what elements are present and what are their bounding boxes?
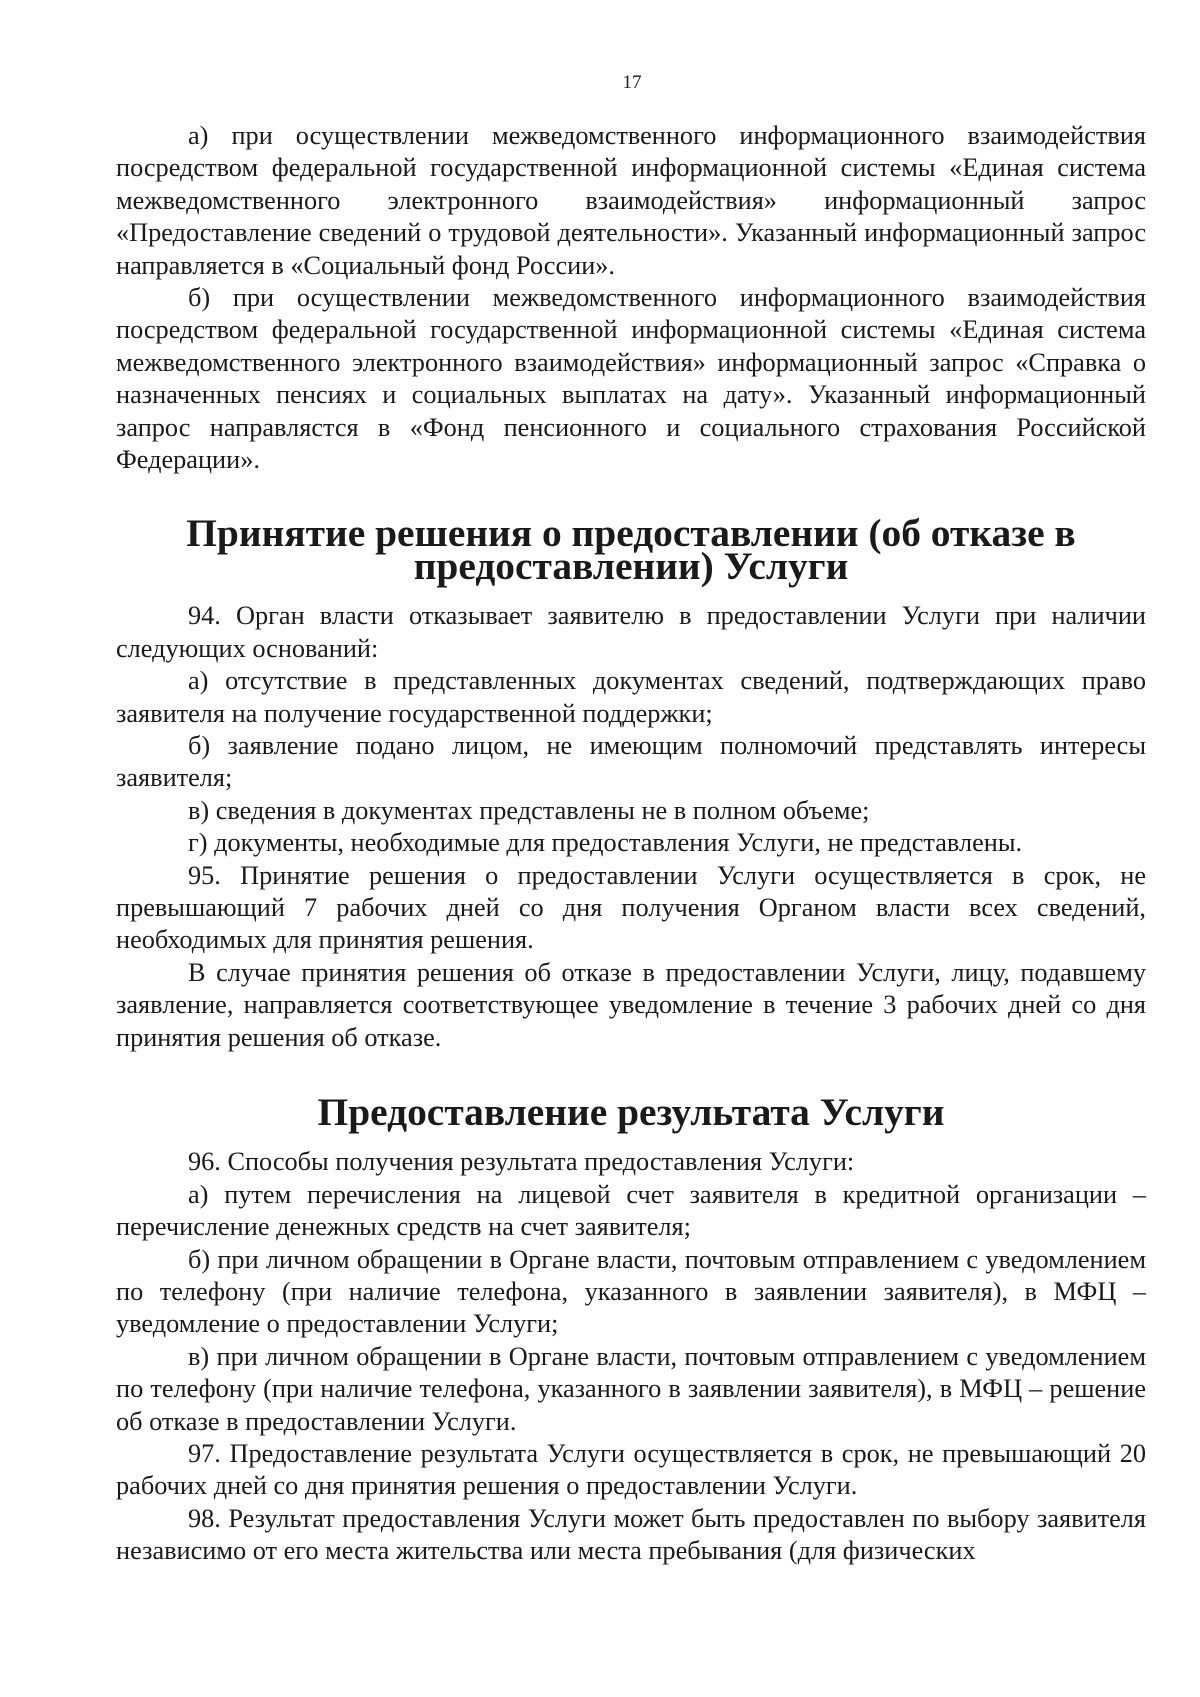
paragraph-95-refusal: В случае принятия решения об отказе в предоставлении Услуги, лицу, подавшему заявление, направляется соответствующее уведомление в течение 3 рабочих дней со дня принятия решения об отказе.: [116, 957, 1146, 1052]
paragraph-97: 97. Предоставление результата Услуги осуществляется в срок, не превышающий 20 рабочих дней со дня принятия решения о предоставлении Услуги.: [116, 1439, 1146, 1501]
paragraph-95: 95. Принятие решения о предоставлении Услуги осуществляется в срок, не превышающий 7 рабочих дней со дня получения Органом власти всех сведений, необходимых для принятия решения.: [116, 860, 1146, 955]
section-heading-decision: Принятие решения о предоставлении (об отказе в предоставлении) Услуги: [186, 511, 1076, 588]
paragraph-94-a: а) отсутствие в представленных документах сведений, подтверждающих право заявителя на получение государственной поддержки;: [116, 666, 1146, 728]
paragraph-96-a: а) путем перечисления на лицевой счет заявителя в кредитной организации – перечисление денежных средств на счет заявителя;: [116, 1179, 1146, 1242]
paragraph-96-b: б) при личном обращении в Органе власти, почтовым отправлением с уведомлением по телефону (при наличие телефона, указанного в заявлении заявителя), в МФЦ – уведомление о предоставлении Услуги;: [116, 1244, 1146, 1339]
document-body: [116, 120, 1146, 1568]
paragraph-a-labor-info-request: а) при осуществлении межведомственного информационного взаимодействия посредством федеральной государственной информационной системы «Единая система межведомственного электронного взаимодействия» информационный запрос «Предоставление сведений о трудовой деятельности». Указанный информационный запрос направляется в «Социальный фонд России».: [116, 121, 1146, 280]
paragraph-94: 94. Орган власти отказывает заявителю в предоставлении Услуги при наличии следующих оснований:: [116, 601, 1146, 663]
paragraph-94-g: г) документы, необходимые для предоставления Услуги, не представлены.: [188, 828, 1023, 858]
paragraph-b-pension-info-request: б) при осуществлении межведомственного информационного взаимодействия посредством федеральной государственной информационной системы «Единая система межведомственного электронного взаимодействия» информационный запрос «Справка о назначенных пенсиях и социальных выплатах на дату». Указанный информационный запрос направлястся в «Фонд пенсионного и социального страхования Российской Федерации».: [116, 283, 1146, 475]
section-heading-result: Предоставление результата Услуги: [317, 1089, 945, 1134]
paragraph-96-v: в) при личном обращении в Органе власти, почтовым отправлением с уведомлением по телефону (при наличие телефона, указанного в заявлении заявителя), в МФЦ – решение об отказе в предоставлении Услуги.: [116, 1341, 1146, 1436]
paragraph-94-b: б) заявление подано лицом, не имеющим полномочий представлять интересы заявителя;: [116, 730, 1146, 793]
paragraph-98: 98. Результат предоставления Услуги может быть предоставлен по выбору заявителя независимо от его места жительства или места пребывания (для физических: [116, 1503, 1146, 1566]
paragraph-96: 96. Способы получения результата предоставления Услуги:: [188, 1147, 855, 1177]
page-number: 17: [622, 72, 642, 93]
paragraph-94-v: в) сведения в документах представлены не в полном объеме;: [188, 795, 870, 825]
